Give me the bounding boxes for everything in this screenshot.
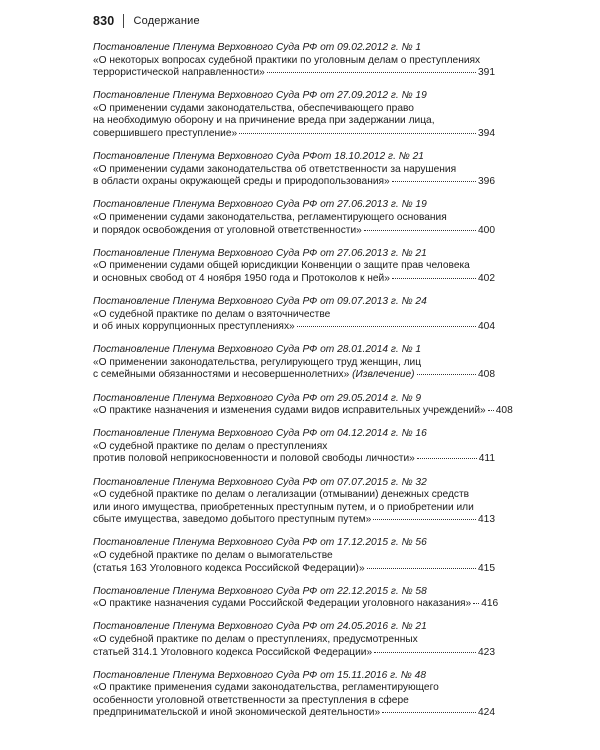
entry-text-main: в области охраны окружающей среды и природопользования» — [93, 176, 390, 188]
entry-page-number: 408 — [478, 369, 495, 381]
entry-note: (Извлечение) — [352, 369, 415, 381]
entry-text-last — [93, 176, 390, 189]
entry-last-line — [93, 598, 499, 611]
entry-text-last — [93, 647, 372, 660]
entry-text-main: статьей 314.1 Уголовного кодекса Российской Федерации» — [93, 646, 373, 658]
entry-text-last — [93, 453, 415, 466]
toc-entry — [93, 248, 495, 286]
entry-text-line: на необходимую оборону и на причинение вреда при задержании лица, — [93, 115, 435, 127]
dot-leader — [417, 458, 477, 459]
entry-text-main: предпринимательской и иной экономической деятельности» — [93, 707, 381, 719]
dot-leader — [488, 410, 494, 411]
entry-text-main: «О практике назначения и изменения судами видов исправительных учреждений» — [93, 405, 486, 417]
entry-text-last — [93, 563, 365, 576]
toc-entry — [93, 621, 495, 659]
toc-entry — [93, 392, 513, 418]
entry-text-last — [93, 321, 295, 334]
entry-text-main: «О практике назначения судами Российской Федерации уголовного наказания» — [93, 598, 472, 610]
entry-title: Постановление Пленума Верховного Суда РФ от 27.06.2013 г. № 21 — [93, 247, 427, 259]
entry-last-line — [93, 369, 495, 382]
dot-leader — [367, 568, 476, 569]
entry-text-line: «О судебной практике по делам о вымогательстве — [93, 550, 333, 561]
entry-page-number: 394 — [478, 128, 495, 140]
running-header — [93, 14, 200, 28]
entry-page-number: 411 — [478, 453, 495, 465]
entry-text-last — [93, 225, 362, 238]
toc-entry — [93, 428, 495, 466]
entry-last-line — [93, 225, 495, 238]
toc-entry — [93, 199, 495, 237]
entry-last-line — [93, 453, 495, 466]
entry-text-line: или иного имущества, приобретенных преступным путем, и о приобретении или — [93, 501, 474, 513]
dot-leader — [373, 519, 476, 520]
toc-entry — [93, 344, 495, 382]
entry-title: Постановление Пленума Верховного Суда РФ от 27.06.2013 г. № 19 — [93, 199, 427, 211]
entry-title: Постановление Пленума Верховного Суда РФ от 27.09.2012 г. № 19 — [93, 90, 427, 102]
toc-entry — [93, 477, 495, 527]
entry-title: Постановление Пленума Верховного Суда РФ от 29.05.2014 г. № 9 — [93, 392, 422, 404]
entry-text-line: «О судебной практике по делам о взяточничестве — [93, 308, 331, 320]
entry-text-line: «О применении судами законодательства, обеспечивающего право — [93, 102, 414, 114]
dot-leader — [239, 133, 476, 134]
entry-page-number: 396 — [478, 176, 495, 188]
dot-leader — [374, 652, 476, 653]
entry-title: Постановление Пленума Верховного Суда РФ от 09.07.2013 г. № 24 — [93, 296, 427, 307]
entry-text-line: «О применении судами общей юрисдикции Конвенции о защите прав человека — [93, 260, 470, 272]
toc-entry — [93, 670, 495, 720]
entry-text-line: «О применении судами законодательства об ответственности за нарушения — [93, 163, 457, 175]
entry-text-line: «О практике применения судами законодательства, регламентирующего — [93, 682, 439, 694]
entry-text-last — [93, 405, 486, 418]
entry-page-number: 391 — [478, 67, 495, 79]
section-title: Содержание — [133, 15, 200, 27]
toc-entry — [93, 537, 495, 575]
entry-title: Постановление Пленума Верховного Суда РФ от 15.11.2016 г. № 48 — [93, 669, 427, 681]
entry-page-number: 402 — [478, 272, 495, 284]
entry-text-main: террористической направленности» — [93, 67, 265, 79]
entry-page-number: 416 — [481, 598, 499, 610]
entry-text-main: и порядок освобождения от уголовной ответственности» — [93, 224, 362, 236]
entry-last-line — [93, 405, 513, 418]
entry-last-line — [93, 563, 495, 576]
toc-entry — [93, 585, 499, 611]
entry-last-line — [93, 647, 495, 660]
entry-text-main: против половой неприкосновенности и половой свободы личности» — [93, 453, 415, 465]
entry-text-main: и основных свобод от 4 ноября 1950 года и Протоколов к ней» — [93, 272, 390, 284]
entry-text-main: сбыте имущества, заведомо добытого преступным путем» — [93, 514, 372, 526]
header-divider — [123, 14, 124, 28]
dot-leader — [417, 374, 476, 375]
entry-last-line — [93, 176, 495, 189]
entry-text-main: с семейными обязанностями и несовершеннолетних» — [93, 369, 350, 381]
dot-leader — [297, 326, 476, 327]
toc-entry — [93, 296, 495, 334]
entry-text-last — [93, 514, 371, 527]
dot-leader — [473, 603, 479, 604]
entry-page-number: 400 — [478, 224, 495, 236]
entry-text-line: «О судебной практике по делам о преступлениях — [93, 440, 328, 452]
dot-leader — [364, 230, 476, 231]
entry-text-main: (статья 163 Уголовного кодекса Российской Федерации)» — [93, 562, 365, 574]
entry-text-last — [93, 67, 265, 80]
entry-text-last — [93, 273, 390, 286]
entry-page-number: 413 — [478, 514, 495, 526]
entry-text-last — [93, 598, 471, 611]
entry-last-line — [93, 321, 495, 334]
entry-text-main: совершившего преступление» — [93, 128, 238, 140]
entry-last-line — [93, 128, 495, 141]
dot-leader — [267, 72, 476, 73]
entry-title: Постановление Пленума Верховного Суда РФ от 28.01.2014 г. № 1 — [93, 344, 422, 356]
entry-title: Постановление Пленума Верховного Суда РФ от 07.07.2015 г. № 32 — [93, 476, 427, 488]
entry-text-line: «О судебной практике по делам о легализации (отмывании) денежных средств — [93, 489, 470, 501]
toc-entry — [93, 151, 495, 189]
entry-text-last — [93, 369, 415, 382]
entry-title: Постановление Пленума Верховного Суда РФ от 04.12.2014 г. № 16 — [93, 428, 427, 440]
entry-text-line: «О применении судами законодательства, регламентирующего основания — [93, 212, 447, 224]
dot-leader — [392, 181, 476, 182]
entry-title: Постановление Пленума Верховного Суда РФ от 09.02.2012 г. № 1 — [93, 42, 422, 53]
entry-page-number: 404 — [478, 321, 495, 333]
table-of-contents — [93, 42, 513, 731]
toc-entry — [93, 42, 495, 80]
entry-title: Постановление Пленума Верховного Суда РФ от 24.05.2016 г. № 21 — [93, 621, 427, 633]
entry-text-main: и об иных коррупционных преступлениях» — [93, 321, 295, 333]
entry-title: Постановление Пленума Верховного Суда РФ от 22.12.2015 г. № 58 — [93, 585, 427, 597]
entry-text-line: «О судебной практике по делам о преступлениях, предусмотренных — [93, 633, 418, 645]
entry-last-line — [93, 707, 495, 720]
entry-title: Постановление Пленума Верховного Суда РФот 18.10.2012 г. № 21 — [93, 151, 424, 163]
entry-page-number: 408 — [495, 405, 513, 417]
entry-last-line — [93, 514, 495, 527]
toc-entry — [93, 90, 495, 140]
entry-page-number: 424 — [478, 707, 495, 719]
entry-last-line — [93, 273, 495, 286]
entry-text-last — [93, 128, 237, 141]
page-number: 830 — [93, 14, 115, 28]
dot-leader — [382, 712, 476, 713]
entry-page-number: 415 — [478, 562, 495, 574]
entry-page-number: 423 — [478, 646, 495, 658]
dot-leader — [392, 278, 476, 279]
entry-text-line: особенности уголовной ответственности за преступления в сфере — [93, 694, 409, 706]
entry-text-last — [93, 707, 380, 720]
entry-title: Постановление Пленума Верховного Суда РФ от 17.12.2015 г. № 56 — [93, 537, 427, 549]
entry-last-line — [93, 67, 495, 80]
entry-text-line: «О некоторых вопросах судебной практики по уголовным делам о преступлениях — [93, 54, 481, 66]
entry-text-line: «О применении законодательства, регулирующего труд женщин, лиц — [93, 356, 422, 368]
